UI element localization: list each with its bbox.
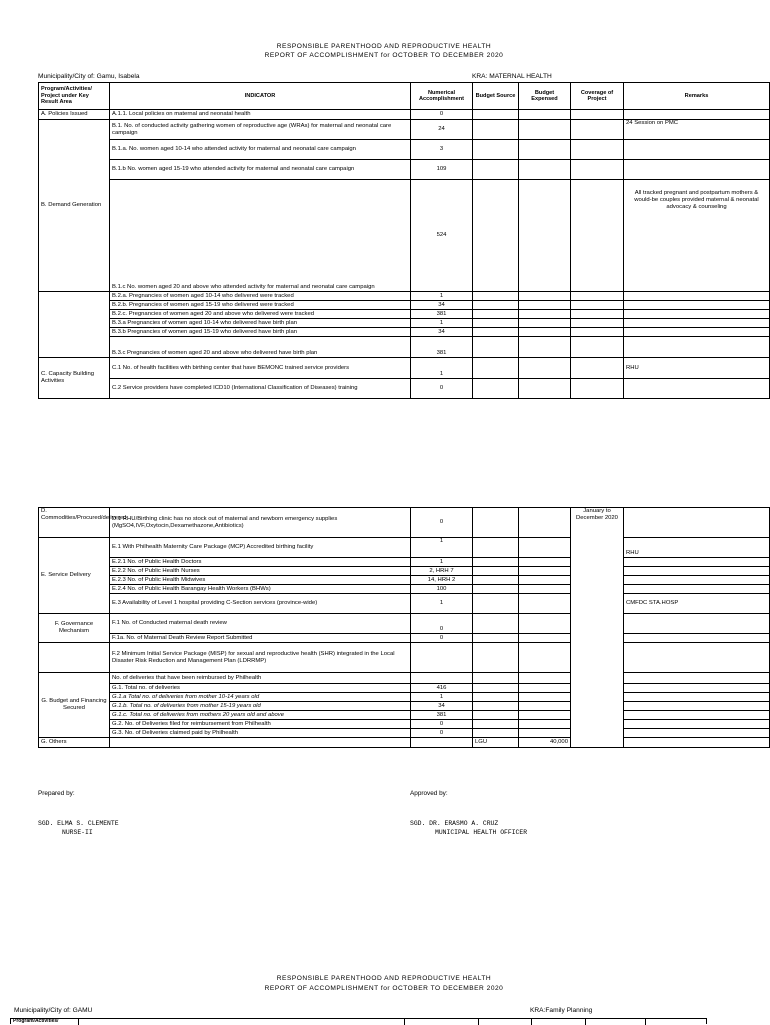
header-indicator: INDICATOR	[110, 83, 411, 110]
remarks-cell	[624, 301, 770, 310]
approved-by-name: SGD. DR. ERASMO A. CRUZ	[410, 820, 499, 827]
table-row	[39, 337, 770, 358]
column-divider	[531, 1019, 532, 1025]
remarks-cell: CMFDC STA.HOSP	[624, 594, 770, 614]
value-cell: 24	[411, 120, 473, 140]
value-cell: 0	[411, 508, 473, 538]
coverage-cell	[571, 110, 624, 120]
prepared-by-label: Prepared by:	[38, 790, 75, 797]
indicator-cell: E.2.2 No. of Public Health Nurses	[110, 567, 411, 576]
column-divider	[478, 1019, 479, 1025]
indicator-cell: B.2.c. Pregnancies of women aged 20 and above who delivered were tracked	[110, 310, 411, 319]
indicator-cell	[110, 738, 411, 748]
indicator-cell: G.1.a Total no. of deliveries from mother 10-14 years old	[110, 693, 411, 702]
budget-source-cell	[473, 585, 519, 594]
indicator-cell: D.1 RHU/Birthing clinic has no stock out of maternal and newborn emergency supplies (MgSO4,IVF,Oxytocin,Dexamethazone,Antibiotics)	[110, 508, 411, 538]
budget-source-cell	[473, 684, 519, 693]
remarks-cell	[624, 634, 770, 643]
remarks-cell	[624, 319, 770, 328]
budget-source-cell	[473, 140, 519, 160]
value-cell: 0	[411, 110, 473, 120]
table-row	[39, 301, 770, 310]
budget-source-cell: LGU	[473, 738, 519, 748]
coverage-cell	[571, 140, 624, 160]
indicator-cell: No. of deliveries that have been reimbursed by Philhealth	[110, 673, 411, 684]
indicator-cell: E.3 Availability of Level 1 hospital providing C-Section services (province-wide)	[110, 594, 411, 614]
indicator-cell: A.1.1. Local policies on maternal and neonatal health	[110, 110, 411, 120]
budget-expensed-cell	[519, 319, 571, 328]
budget-expensed-cell	[519, 693, 571, 702]
value-cell: 1	[411, 594, 473, 614]
program-capacity-building: C. Capacity Building Activities	[39, 358, 110, 399]
table-row	[39, 110, 770, 120]
table-row	[39, 576, 770, 585]
value-cell: 381	[411, 337, 473, 358]
indicator-cell: G.3. No. of Deliveries claimed paid by Philhealth	[110, 729, 411, 738]
approved-by-title: MUNICIPAL HEALTH OFFICER	[435, 829, 528, 836]
budget-expensed-cell	[519, 110, 571, 120]
remarks-cell	[624, 684, 770, 693]
budget-expensed-cell	[519, 140, 571, 160]
budget-expensed-cell	[519, 379, 571, 399]
value-cell: 381	[411, 310, 473, 319]
table-row	[39, 379, 770, 399]
table-row	[39, 720, 770, 729]
remarks-cell	[624, 711, 770, 720]
remarks-cell	[624, 614, 770, 634]
table-row	[39, 160, 770, 180]
budget-source-cell	[473, 508, 519, 538]
column-divider	[585, 1019, 586, 1025]
indicator-cell: E.2.4 No. of Public Health Barangay Health Workers (BHWs)	[110, 585, 411, 594]
budget-expensed-cell	[519, 594, 571, 614]
table-row	[39, 508, 770, 538]
budget-expensed-cell	[519, 673, 571, 684]
report2-kra-label: KRA:Family Planning	[530, 1007, 593, 1014]
remarks-cell	[624, 292, 770, 301]
prepared-by-name: SGD. ELMA S. CLEMENTE	[38, 820, 119, 827]
budget-expensed-cell	[519, 310, 571, 319]
remarks-cell: RHU	[624, 538, 770, 558]
remarks-cell	[624, 738, 770, 748]
indicator-cell: E.1 With Philhealth Maternity Care Package (MCP) Accredited birthing facility	[110, 538, 411, 558]
table-row	[39, 292, 770, 301]
value-cell: 2, HRH 7	[411, 567, 473, 576]
column-divider	[78, 1019, 79, 1025]
budget-source-cell	[473, 711, 519, 720]
budget-expensed-cell	[519, 576, 571, 585]
budget-source-cell	[473, 301, 519, 310]
budget-source-cell	[473, 614, 519, 634]
prepared-by-title: NURSE-II	[62, 829, 93, 836]
budget-source-cell	[473, 720, 519, 729]
remarks-cell: RHU	[624, 358, 770, 379]
program-budget-financing: G. Budget and Financing Secured	[39, 673, 110, 738]
remarks-cell	[624, 702, 770, 711]
budget-expensed-cell: 40,000	[519, 738, 571, 748]
remarks-cell	[624, 558, 770, 567]
program-governance: F. Governance Mechanism	[39, 614, 110, 643]
remarks-cell: 24 Session on PMC	[624, 120, 770, 140]
budget-source-cell	[473, 643, 519, 673]
budget-expensed-cell	[519, 585, 571, 594]
value-cell: 381	[411, 711, 473, 720]
value-cell	[411, 643, 473, 673]
coverage-cell	[571, 310, 624, 319]
budget-expensed-cell	[519, 508, 571, 538]
remarks-cell	[624, 328, 770, 337]
value-cell: 0	[411, 634, 473, 643]
remarks-cell	[624, 310, 770, 319]
program-commodities: D. Commodities/Procured/delivered	[39, 508, 110, 538]
column-divider	[404, 1019, 405, 1025]
table-row	[39, 643, 770, 673]
remarks-cell	[624, 720, 770, 729]
approved-by-label: Approved by:	[410, 790, 448, 797]
coverage-period-cell: January to December 2020	[571, 508, 624, 748]
header-budget-source: Budget Source	[473, 83, 519, 110]
budget-expensed-cell	[519, 729, 571, 738]
header-coverage: Coverage of Project	[571, 83, 624, 110]
indicator-cell: F.1 No. of Conducted maternal death review	[110, 614, 411, 634]
indicator-cell: B.2.a. Pregnancies of women aged 10-14 who delivered were tracked	[110, 292, 411, 301]
header-numerical: Numerical Accomplishment	[411, 83, 473, 110]
coverage-cell	[571, 358, 624, 379]
program-demand-generation: B. Demand Generation	[39, 120, 110, 292]
budget-source-cell	[473, 702, 519, 711]
header-program: Program/Activities/ Project under Key Result Area	[39, 83, 110, 110]
table-row	[39, 319, 770, 328]
remarks-cell	[624, 567, 770, 576]
indicator-cell: G.1.b. Total no. of deliveries from mother 15-19 years old	[110, 702, 411, 711]
budget-source-cell	[473, 634, 519, 643]
value-cell: 524	[411, 180, 473, 292]
indicator-cell: B.1. No. of conducted activity gathering women of reproductive age (WRAs) for maternal and neonatal care campaign	[110, 120, 411, 140]
header-remarks: Remarks	[624, 83, 770, 110]
indicator-cell: B.3.a Pregnancies of women aged 10-14 who delivered have birth plan	[110, 319, 411, 328]
budget-expensed-cell	[519, 538, 571, 558]
budget-source-cell	[473, 358, 519, 379]
table-row	[39, 634, 770, 643]
table-row	[39, 120, 770, 140]
remarks-cell: All tracked pregnant and postpartum mothers & would-be couples provided maternal & neonatal advocacy & counseling	[624, 180, 770, 292]
budget-source-cell	[473, 160, 519, 180]
report2-header-program: Program/Activities/	[13, 1018, 59, 1024]
budget-expensed-cell	[519, 558, 571, 567]
table-row	[39, 673, 770, 684]
budget-expensed-cell	[519, 643, 571, 673]
column-divider	[645, 1019, 646, 1025]
indicator-cell: F.1a. No. of Maternal Death Review Report Submitted	[110, 634, 411, 643]
budget-source-cell	[473, 567, 519, 576]
kra-label: KRA: MATERNAL HEALTH	[472, 73, 552, 80]
table-row	[39, 328, 770, 337]
budget-source-cell	[473, 310, 519, 319]
table-row	[39, 729, 770, 738]
table-row	[39, 693, 770, 702]
budget-source-cell	[473, 120, 519, 140]
value-cell: 1	[411, 319, 473, 328]
remarks-cell	[624, 643, 770, 673]
report-title-line2: REPORT OF ACCOMPLISHMENT for OCTOBER TO DECEMBER 2020	[264, 52, 504, 59]
table-row	[39, 702, 770, 711]
indicator-cell: G.1.c. Total no. of deliveries from mothers 20 years old and above	[110, 711, 411, 720]
value-cell: 34	[411, 328, 473, 337]
remarks-cell	[624, 508, 770, 538]
budget-source-cell	[473, 379, 519, 399]
value-cell	[411, 673, 473, 684]
indicator-cell: B.1.a. No. women aged 10-14 who attended activity for maternal and neonatal care campaign	[110, 140, 411, 160]
value-cell: 1	[411, 538, 473, 558]
budget-source-cell	[473, 673, 519, 684]
indicator-cell: B.3.b Pregnancies of women aged 15-19 who delivered have birth plan	[110, 328, 411, 337]
value-cell: 1	[411, 693, 473, 702]
value-cell: 34	[411, 702, 473, 711]
table-row	[39, 310, 770, 319]
remarks-cell	[624, 337, 770, 358]
remarks-cell	[624, 379, 770, 399]
coverage-cell	[571, 328, 624, 337]
budget-expensed-cell	[519, 120, 571, 140]
indicator-cell: B.1.c No. women aged 20 and above who attended activity for maternal and neonatal care campaign	[110, 180, 411, 292]
coverage-cell	[571, 301, 624, 310]
budget-expensed-cell	[519, 702, 571, 711]
report2-title-line2: REPORT OF ACCOMPLISHMENT for OCTOBER TO DECEMBER 2020	[264, 985, 504, 992]
budget-expensed-cell	[519, 328, 571, 337]
maternal-health-table-continued	[38, 507, 770, 748]
value-cell: 109	[411, 160, 473, 180]
table-row	[39, 180, 770, 292]
coverage-cell	[571, 120, 624, 140]
value-cell: 0	[411, 379, 473, 399]
value-cell: 0	[411, 720, 473, 729]
program-others: G. Others	[39, 738, 110, 748]
table-row	[39, 585, 770, 594]
coverage-cell	[571, 292, 624, 301]
indicator-cell: E.2.3 No. of Public Health Midwives	[110, 576, 411, 585]
budget-source-cell	[473, 538, 519, 558]
value-cell: 100	[411, 585, 473, 594]
value-cell: 1	[411, 292, 473, 301]
budget-source-cell	[473, 337, 519, 358]
budget-source-cell	[473, 328, 519, 337]
budget-expensed-cell	[519, 684, 571, 693]
report2-title-line1: RESPONSIBLE PARENTHOOD AND REPRODUCTIVE HEALTH	[276, 975, 492, 982]
remarks-cell	[624, 140, 770, 160]
municipality-label: Municipality/City of: Gamu, Isabela	[38, 73, 140, 80]
budget-source-cell	[473, 110, 519, 120]
report-title-line1: RESPONSIBLE PARENTHOOD AND REPRODUCTIVE HEALTH	[276, 43, 492, 50]
value-cell: 1	[411, 358, 473, 379]
indicator-cell: B.2.b. Pregnancies of women aged 15-19 who delivered were tracked	[110, 301, 411, 310]
program-service-delivery: E. Service Delivery	[39, 538, 110, 614]
table-row	[39, 558, 770, 567]
header-budget-expensed: Budget Expensed	[519, 83, 571, 110]
value-cell: 416	[411, 684, 473, 693]
indicator-cell: G.2. No. of Deliveries filed for reimbursement from Philhealth	[110, 720, 411, 729]
budget-expensed-cell	[519, 180, 571, 292]
budget-expensed-cell	[519, 292, 571, 301]
coverage-cell	[571, 337, 624, 358]
indicator-cell: C.2 Service providers have completed ICD10 (International Classification of Diseases) training	[110, 379, 411, 399]
value-cell: 0	[411, 729, 473, 738]
value-cell	[411, 738, 473, 748]
indicator-cell: B.1.b No. women aged 15-19 who attended activity for maternal and neonatal care campaign	[110, 160, 411, 180]
table-row	[39, 538, 770, 558]
indicator-cell: G.1. Total no. of deliveries	[110, 684, 411, 693]
budget-expensed-cell	[519, 358, 571, 379]
table-row	[39, 738, 770, 748]
indicator-cell: E.2.1 No. of Public Health Doctors	[110, 558, 411, 567]
table-row	[39, 684, 770, 693]
budget-expensed-cell	[519, 614, 571, 634]
budget-source-cell	[473, 292, 519, 301]
coverage-cell	[571, 180, 624, 292]
budget-source-cell	[473, 729, 519, 738]
table-header-row	[39, 83, 770, 110]
value-cell: 0	[411, 614, 473, 634]
table-row	[39, 614, 770, 634]
remarks-cell	[624, 693, 770, 702]
budget-source-cell	[473, 319, 519, 328]
budget-expensed-cell	[519, 160, 571, 180]
program-cell: A. Policies Issued	[39, 110, 110, 120]
budget-source-cell	[473, 594, 519, 614]
report2-municipality-label: Municipality/City of: GAMU	[14, 1007, 93, 1014]
table-row	[39, 358, 770, 379]
indicator-cell: B.3.c Pregnancies of women aged 20 and above who delivered have birth plan	[110, 337, 411, 358]
value-cell: 34	[411, 301, 473, 310]
report2-table	[10, 1018, 707, 1024]
table-row	[39, 567, 770, 576]
remarks-cell	[624, 110, 770, 120]
budget-expensed-cell	[519, 634, 571, 643]
budget-expensed-cell	[519, 337, 571, 358]
coverage-cell	[571, 160, 624, 180]
budget-expensed-cell	[519, 711, 571, 720]
program-cell	[39, 643, 110, 673]
remarks-cell	[624, 576, 770, 585]
value-cell: 14, HRH 2	[411, 576, 473, 585]
maternal-health-table	[38, 82, 770, 399]
budget-source-cell	[473, 180, 519, 292]
budget-source-cell	[473, 693, 519, 702]
remarks-cell	[624, 585, 770, 594]
budget-source-cell	[473, 558, 519, 567]
program-cell	[39, 292, 110, 358]
budget-expensed-cell	[519, 567, 571, 576]
coverage-cell	[571, 319, 624, 328]
value-cell: 1	[411, 558, 473, 567]
indicator-cell: F.2 Minimum Initial Service Package (MISP) for sexual and reproductive health (SHR) integrated in the Local Disaster Risk Reduction and Management Plan (LDRRMP)	[110, 643, 411, 673]
budget-source-cell	[473, 576, 519, 585]
table-row	[39, 711, 770, 720]
table-row	[39, 140, 770, 160]
budget-expensed-cell	[519, 720, 571, 729]
remarks-cell	[624, 160, 770, 180]
value-cell: 3	[411, 140, 473, 160]
coverage-cell	[571, 379, 624, 399]
remarks-cell	[624, 673, 770, 684]
remarks-cell	[624, 729, 770, 738]
table-row	[39, 594, 770, 614]
indicator-cell: C.1 No. of health facilities with birthing center that have BEMONC trained service providers	[110, 358, 411, 379]
budget-expensed-cell	[519, 301, 571, 310]
